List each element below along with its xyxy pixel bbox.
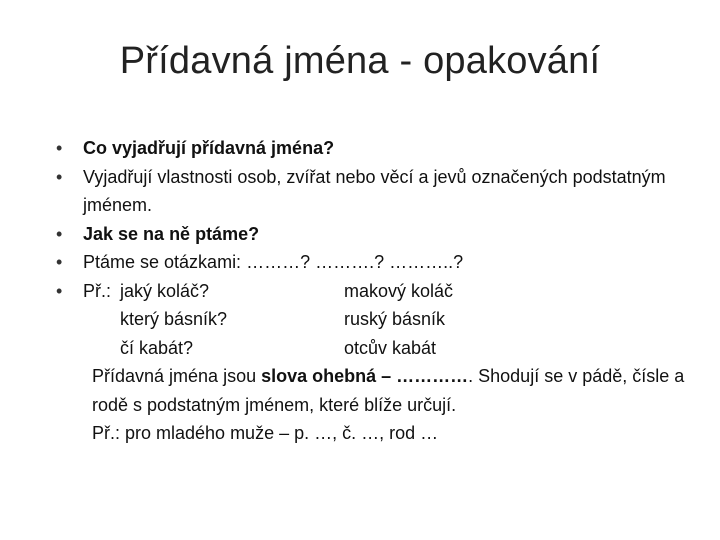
bullet-item [56,220,696,249]
example-row [56,277,696,306]
bullet-item [56,134,696,163]
bullet-item [56,163,696,220]
summary-text-end: . Shodují se v pádě, čísle a rodě s podstatným jménem, které blíže určují. [92,366,685,415]
bullet-item [56,248,696,277]
bullet-dot-icon: • [56,280,63,301]
example-row [56,334,696,363]
answer-text: Ptáme se otázkami: ………? ……….? ………..? [83,252,464,272]
example-answer: ruský básník [344,309,446,329]
summary-text: Přídavná jména jsou [92,366,262,386]
bullet-dot-icon: • [56,138,63,158]
slide-title: Přídavná jména - opakování [119,40,601,82]
bullet-dot-icon: • [56,252,63,272]
example-question: jaký koláč? [120,280,210,301]
bullet-dot-icon: • [56,223,63,244]
question-text: Jak se na ně ptáme? [83,223,260,244]
answer-text: Vyjadřují vlastnosti osob, zvířat nebo věcí a jevů označených podstatným jménem. [83,166,666,215]
example-prefix: Př.: [83,280,112,301]
example-answer: otcův kabát [344,337,437,358]
example-question: čí kabát? [120,337,194,358]
summary-bold-text: slova ohebná – ………… [261,366,469,386]
example-answer: makový koláč [344,280,454,301]
example-question: který básník? [120,309,228,329]
example-paragraph: Př.: pro mladého muže – p. …, č. …, rod … [92,423,439,443]
slide-content [56,134,696,448]
example-row [56,305,696,334]
bullet-dot-icon: • [56,166,63,187]
summary-paragraph [56,362,696,419]
question-text: Co vyjadřují přídavná jména? [83,138,335,158]
